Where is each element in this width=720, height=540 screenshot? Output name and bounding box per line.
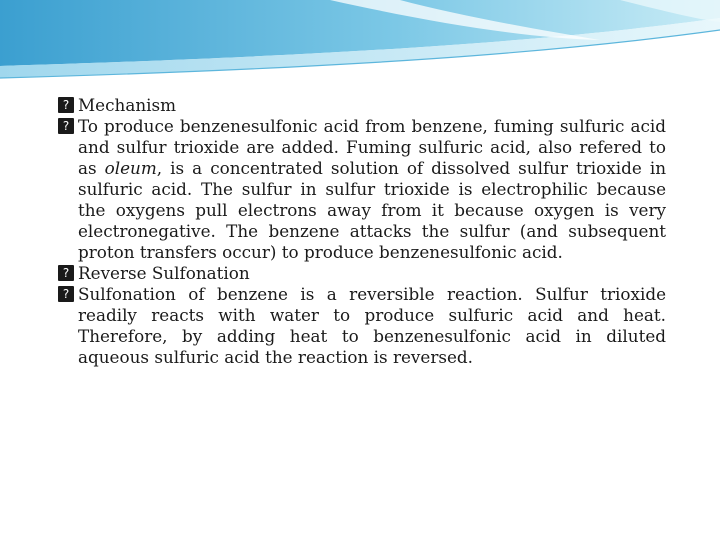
header-wave-decoration [0, 0, 720, 90]
bullet-marker-icon: ? [58, 265, 74, 281]
bullet-marker-icon: ? [58, 118, 74, 134]
bullet-item-procedure [58, 116, 666, 263]
bullet-text: Sulfonation of benzene is a reversible reaction. Sulfur trioxide readily reacts with water to produce sulfuric acid and heat. Therefore, by adding heat to benzenesulfonic acid in diluted aqueous sulfuric acid the reaction is reversed. [78, 284, 666, 367]
bullet-text: Mechanism [78, 95, 177, 115]
text-part: , is a concentrated solution of dissolved sulfur trioxide in sulfuric acid. The sulfur in sulfur trioxide is electrophilic because the oxygens pull electrons away from it because oxygen is very electronegative. The benzene attacks the sulfur (and subsequent proton transfers occur) to produce benzenesulfonic acid. [78, 158, 666, 262]
emphasis-term: oleum [104, 158, 157, 178]
text-part: To produce benzenesulfonic acid from benzene, fuming sulfuric acid and sulfur trioxide are added. Fuming sulfuric acid, also refered to as [78, 116, 666, 178]
bullet-item-reverse-sulfonation [58, 263, 666, 284]
bullet-marker-icon: ? [58, 97, 74, 113]
bullet-item-mechanism [58, 95, 666, 116]
bullet-text: Reverse Sulfonation [78, 263, 250, 283]
bullet-item-reversible-reaction [58, 284, 666, 368]
bullet-marker-icon: ? [58, 286, 74, 302]
slide-body [58, 95, 666, 368]
bullet-text [78, 116, 666, 263]
